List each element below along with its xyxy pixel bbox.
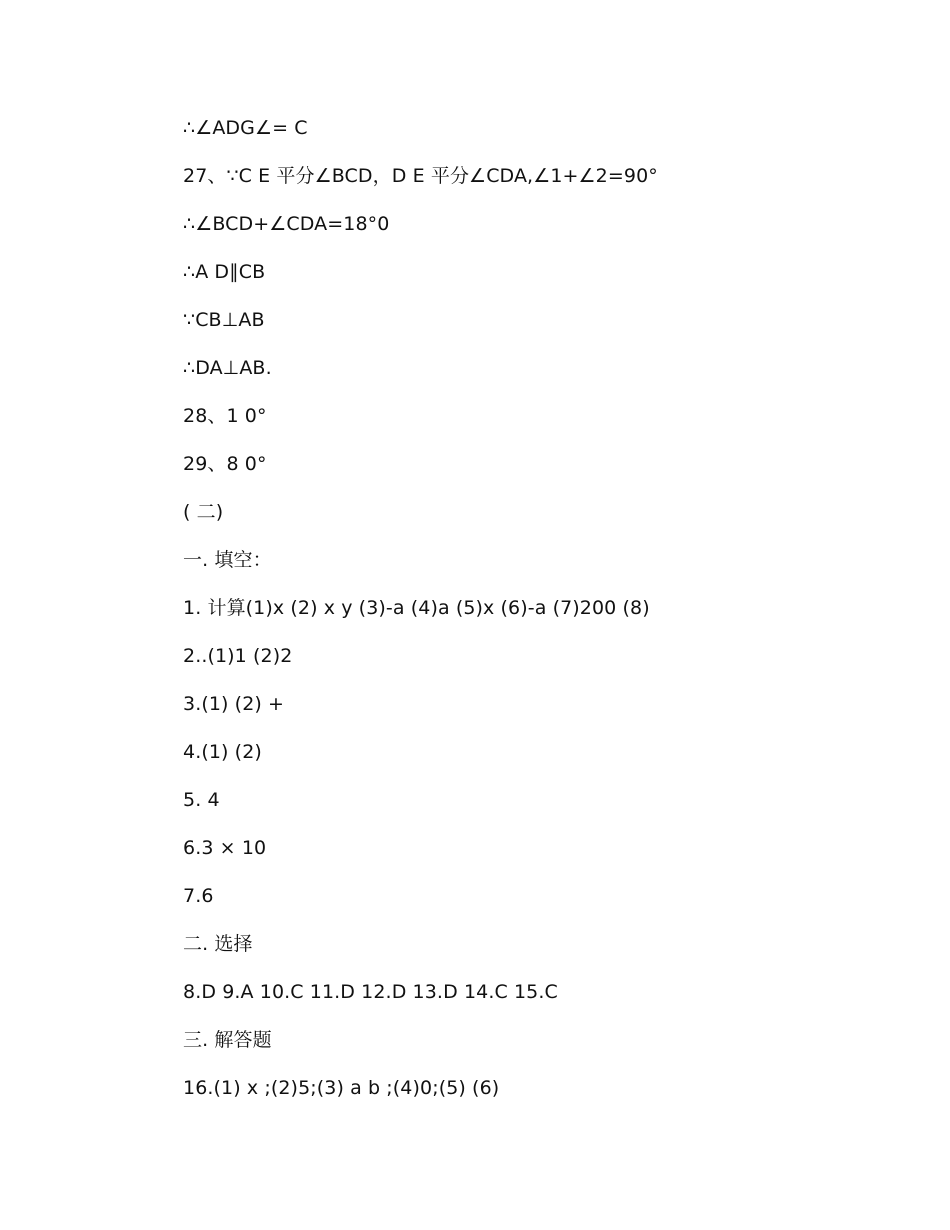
text-line: 3.(1) (2) + (183, 693, 285, 715)
section-heading: 三. 解答题 (183, 1029, 272, 1051)
section-heading: 二. 选择 (183, 933, 253, 955)
text-line: 7.6 (183, 885, 214, 907)
text-line: 16.(1) x ;(2)5;(3) a b ;(4)0;(5) (6) (183, 1077, 500, 1099)
text-line: 5. 4 (183, 789, 220, 811)
text-line: 6.3 × 10 (183, 837, 267, 859)
text-line: ∴∠BCD+∠CDA=18°0 (183, 213, 390, 235)
text-line: ∴A D∥CB (183, 261, 266, 283)
text-line: 8.D 9.A 10.C 11.D 12.D 13.D 14.C 15.C (183, 981, 558, 1003)
section-heading: 一. 填空： (183, 549, 272, 571)
text-line: 2..(1)1 (2)2 (183, 645, 293, 667)
text-line: ∴DA⊥AB. (183, 357, 272, 379)
text-line: ∴∠ADG∠= C (183, 117, 308, 139)
text-line: 4.(1) (2) (183, 741, 262, 763)
text-line: 27、∵C E 平分∠BCD，D E 平分∠CDA,∠1+∠2=90° (183, 165, 658, 187)
text-line: 28、1 0° (183, 405, 267, 427)
section-heading: ( 二) (183, 501, 224, 523)
answer-lines (183, 114, 883, 1122)
text-line: ∵CB⊥AB (183, 309, 265, 331)
text-line: 1. 计算(1)x (2) x y (3)-a (4)a (5)x (6)-a (7)200 (8) (183, 597, 650, 619)
text-line: 29、8 0° (183, 453, 267, 475)
